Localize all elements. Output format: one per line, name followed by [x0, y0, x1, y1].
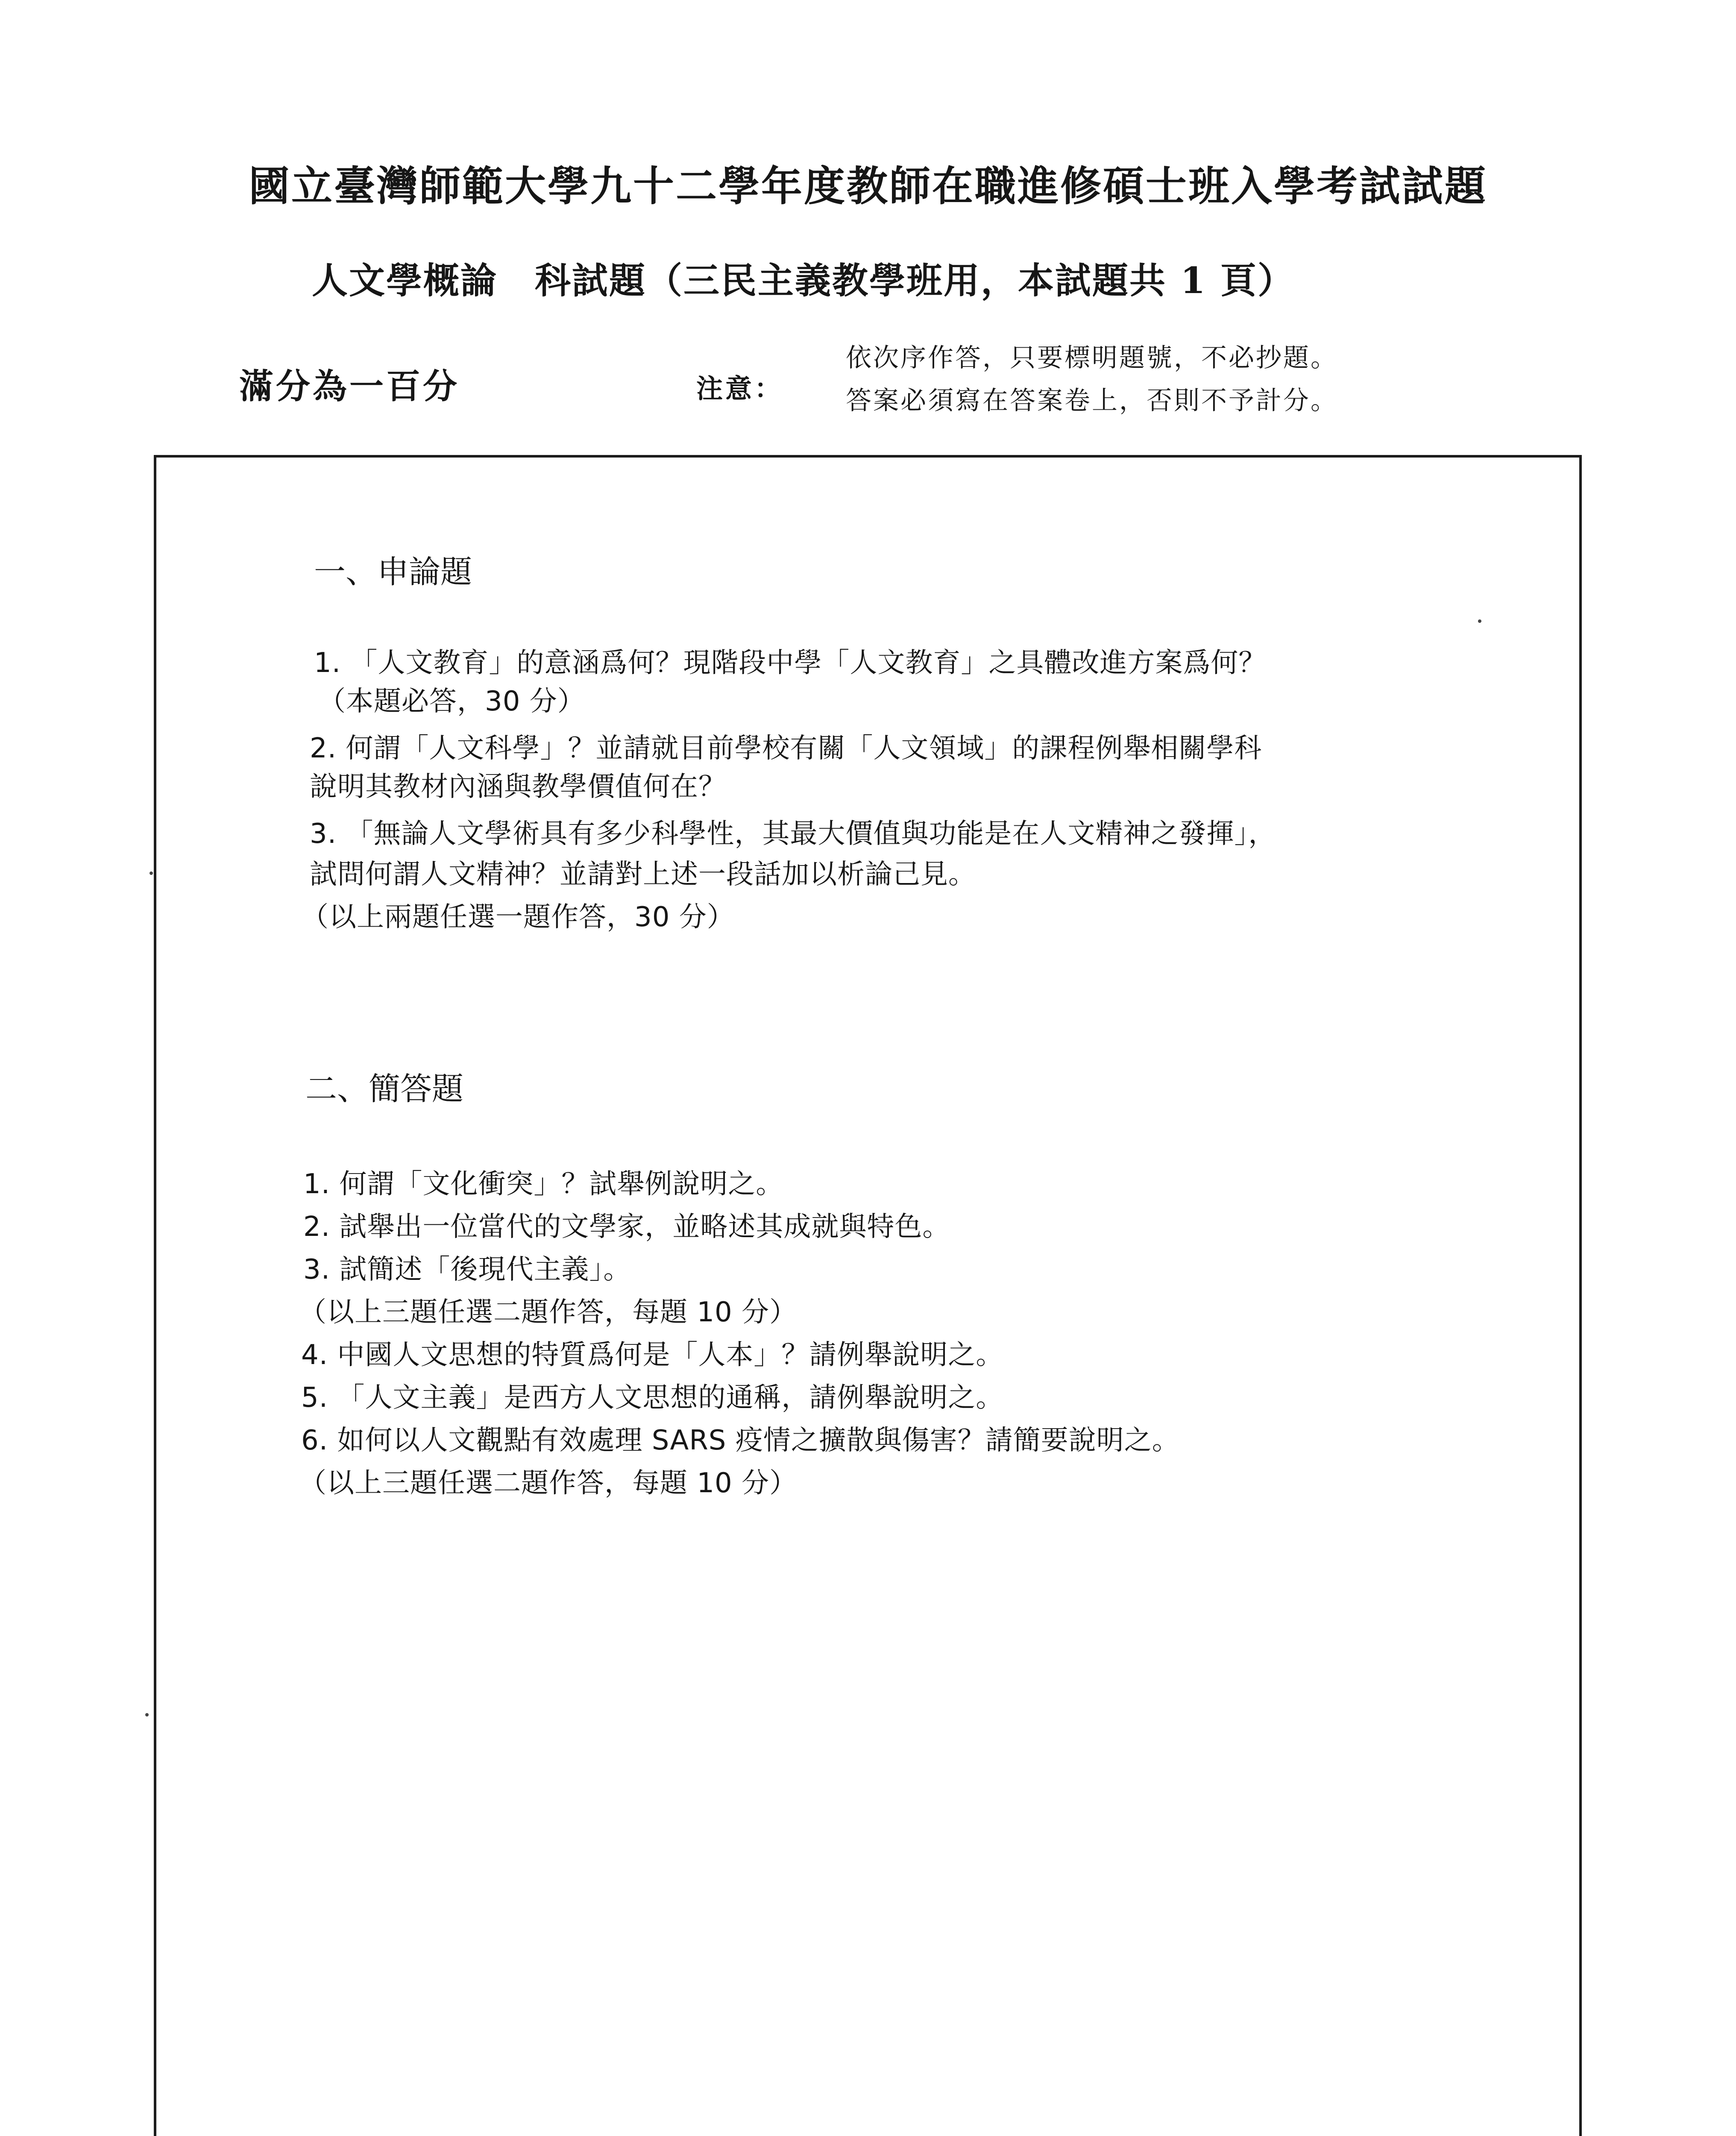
question-line: 1. 何謂「文化衝突」？試舉例說明之。: [303, 1168, 784, 1200]
exam-subtitle: 人文學概論 科試題（三民主義教學班用，本試題共 1 頁）: [312, 259, 1295, 302]
section-heading-essay: 一、申論題: [314, 554, 472, 590]
question-line: 5. 「人文主義」是西方人文思想的通稱，請例舉說明之。: [301, 1382, 1004, 1414]
question-line: （以上三題任選二題作答，每題 10 分）: [299, 1467, 798, 1499]
exam-title: 國立臺灣師範大學九十二學年度教師在職進修碩士班入學考試試題: [249, 162, 1487, 210]
question-line: 3. 「無論人文學術具有多少科學性，其最大價值與功能是在人文精神之發揮」，: [310, 818, 1276, 850]
full-score-label: 滿分為一百分: [239, 366, 460, 406]
question-line: （以上兩題任選一題作答，30 分）: [301, 901, 735, 933]
question-line: 3. 試簡述「後現代主義」。: [303, 1254, 631, 1285]
question-line: （以上三題任選二題作答，每題 10 分）: [299, 1297, 798, 1328]
question-line: 1. 「人文教育」的意涵爲何？現階段中學「人文教育」之具體改進方案爲何？: [314, 647, 1267, 679]
question-line: 4. 中國人文思想的特質爲何是「人本」？請例舉說明之。: [301, 1339, 1004, 1371]
question-line: 6. 如何以人文觀點有效處理 SARS 疫情之擴散與傷害？請簡要說明之。: [301, 1425, 1180, 1456]
scan-speck: [1478, 619, 1481, 623]
question-line: 2. 試舉出一位當代的文學家，並略述其成就與特色。: [303, 1211, 950, 1243]
question-line: （本題必答，30 分）: [318, 686, 585, 717]
question-line: 試問何謂人文精神？並請對上述一段話加以析論己見。: [310, 859, 976, 890]
section-heading-short-answer: 二、簡答題: [305, 1071, 463, 1107]
note-line: 答案必須寫在答案卷上，否則不予計分。: [846, 386, 1338, 416]
scan-speck: [150, 871, 153, 875]
note-label: 注意：: [696, 373, 784, 404]
question-line: 2. 何謂「人文科學」？並請就目前學校有關「人文領域」的課程例舉相關學科: [310, 733, 1262, 764]
question-line: 說明其教材內涵與教學價值何在？: [310, 771, 726, 803]
scan-speck: [145, 1713, 149, 1716]
note-line: 依次序作答，只要標明題號，不必抄題。: [846, 343, 1338, 373]
